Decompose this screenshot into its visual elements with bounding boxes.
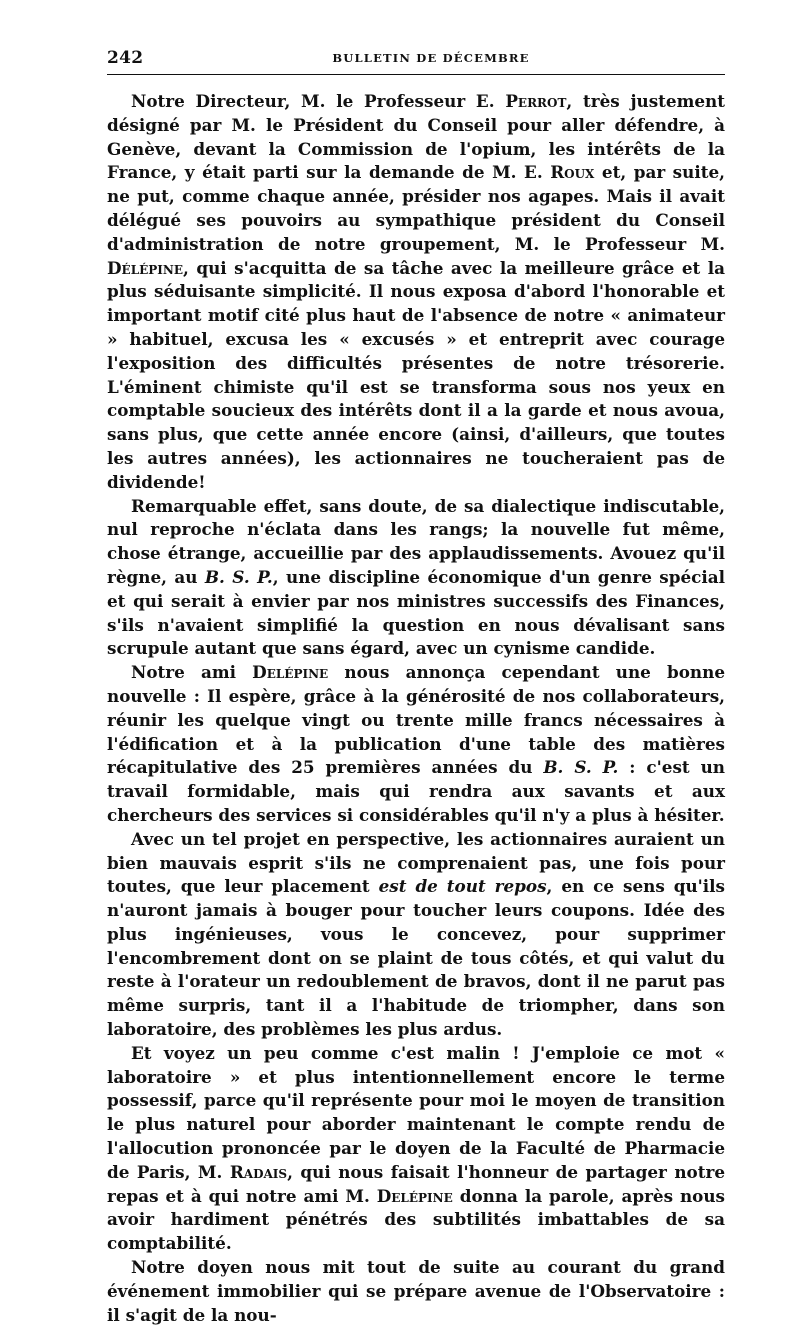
- text-run: Notre Directeur, M. le Professeur E.: [131, 91, 506, 111]
- text-run: , en ce sens qu'ils n'auront jamais à bouger pour toucher leurs coupons. Idée des plus ingénieuses, vous le concevez, pour supprimer l'encombrement dont on se plaint de tous côtés, et qui valut du reste à l'orateur un redoublement de bravos, dont il ne parut pas même surpris, tant il a l'habitude de triompher, dans son laboratoire, des problèmes les plus ardus.: [107, 876, 725, 1040]
- text-run: : c'est un travail formidable, mais qui rendra aux savants et aux chercheurs des services si considérables qu'il n'y a plus à hésiter.: [107, 757, 725, 825]
- person-name: Perrot: [505, 91, 567, 111]
- text-run: et, par suite, ne put, comme chaque année, présider nos agapes. Mais il avait délégué ses pouvoirs au sympathique président du Conseil d'administration de notre groupement, M. le Professeur M.: [107, 162, 725, 254]
- person-name: Delépine: [252, 662, 329, 683]
- text-run: Notre ami: [131, 662, 253, 683]
- italic-text: est de tout repos: [378, 876, 547, 897]
- header-rule: [107, 74, 725, 75]
- text-run: , une discipline économique d'un genre spécial et qui serait à envier par nos ministres successifs des Finances, s'ils n'avaient simplifié la question en nous dévalisant sans scrupule autant que sans égard, avec un cynisme candide.: [107, 566, 726, 659]
- body-paragraph: [107, 1256, 725, 1327]
- page-header: [107, 38, 725, 74]
- text-run: Remarquable effet, sans doute, de sa dialectique indiscutable, nul reproche n'éclata dans les rangs; la nouvelle fut même, chose étrange, accueillie par des applaudissements. Avouez qu'il règne, au: [107, 495, 725, 587]
- running-head: BULLETIN DE DÉCEMBRE: [332, 51, 530, 65]
- person-name: Delépine: [376, 1185, 453, 1206]
- italic-text: B. S. P.: [543, 757, 619, 778]
- body-paragraph: [107, 661, 725, 828]
- body-paragraph: [107, 90, 725, 495]
- article-body: [107, 90, 725, 1327]
- body-paragraph: [107, 1042, 725, 1256]
- italic-text: B. S. P.: [204, 566, 273, 587]
- text-run: , qui s'acquitta de sa tâche avec la meilleure grâce et la plus séduisante simplicité. Il nous exposa d'abord l'honorable et important motif cité plus haut de l'absence de notre « animateur » habituel, excusa les « excusés » et entreprit avec courage l'exposition des difficultés présentes de notre trésorerie. L'éminent chimiste qu'il est se transforma sous nos yeux en comptable soucieux des intérêts dont il a la garde et nous avoua, sans plus, que cette année encore (ainsi, d'ailleurs, que toutes les autres années), les actionnaires ne toucheraient pas de dividende!: [107, 257, 725, 492]
- text-run: Et voyez un peu comme c'est malin ! J'emploie ce mot « laboratoire » et plus intentionnellement encore le terme possessif, parce qu'il représente pour moi le moyen de transition le plus naturel pour aborder maintenant le compte rendu de l'allocution prononcée par le doyen de la Faculté de Pharmacie de Paris, M.: [107, 1042, 725, 1182]
- text-run: donna la parole, après nous avoir hardiment pénétrés des subtilités imbattables de sa comptabilité.: [107, 1185, 725, 1254]
- page-number: 242: [107, 48, 144, 68]
- text-run: , très justement désigné par M. le Président du Conseil pour aller défendre, à Genève, devant la Commission de l'opium, les intérêts de la France, y était parti sur la demande de M. E.: [107, 91, 725, 183]
- text-run: nous annonça cependant une bonne nouvelle : Il espère, grâce à la générosité de nos collaborateurs, réunir les quelque vingt ou trente mille francs nécessaires à l'édification et à la publication d'une table des matières récapitulative des 25 premières années du: [107, 662, 725, 778]
- person-name: Roux: [550, 162, 595, 183]
- journal-page: [107, 38, 725, 1327]
- person-name: Délépine: [107, 257, 184, 278]
- person-name: Radais: [229, 1161, 288, 1182]
- body-paragraph: [107, 495, 725, 662]
- text-run: Avec un tel projet en perspective, les actionnaires auraient un bien mauvais esprit s'ils ne comprenaient pas, une fois pour toutes, que leur placement: [107, 828, 725, 897]
- text-run: , qui nous faisait l'honneur de partager notre repas et à qui notre ami M.: [107, 1161, 725, 1206]
- text-run: Notre doyen nous mit tout de suite au courant du grand événement immobilier qui se prépare avenue de l'Observatoire : il s'agit de la nou-: [107, 1257, 725, 1325]
- body-paragraph: [107, 828, 725, 1042]
